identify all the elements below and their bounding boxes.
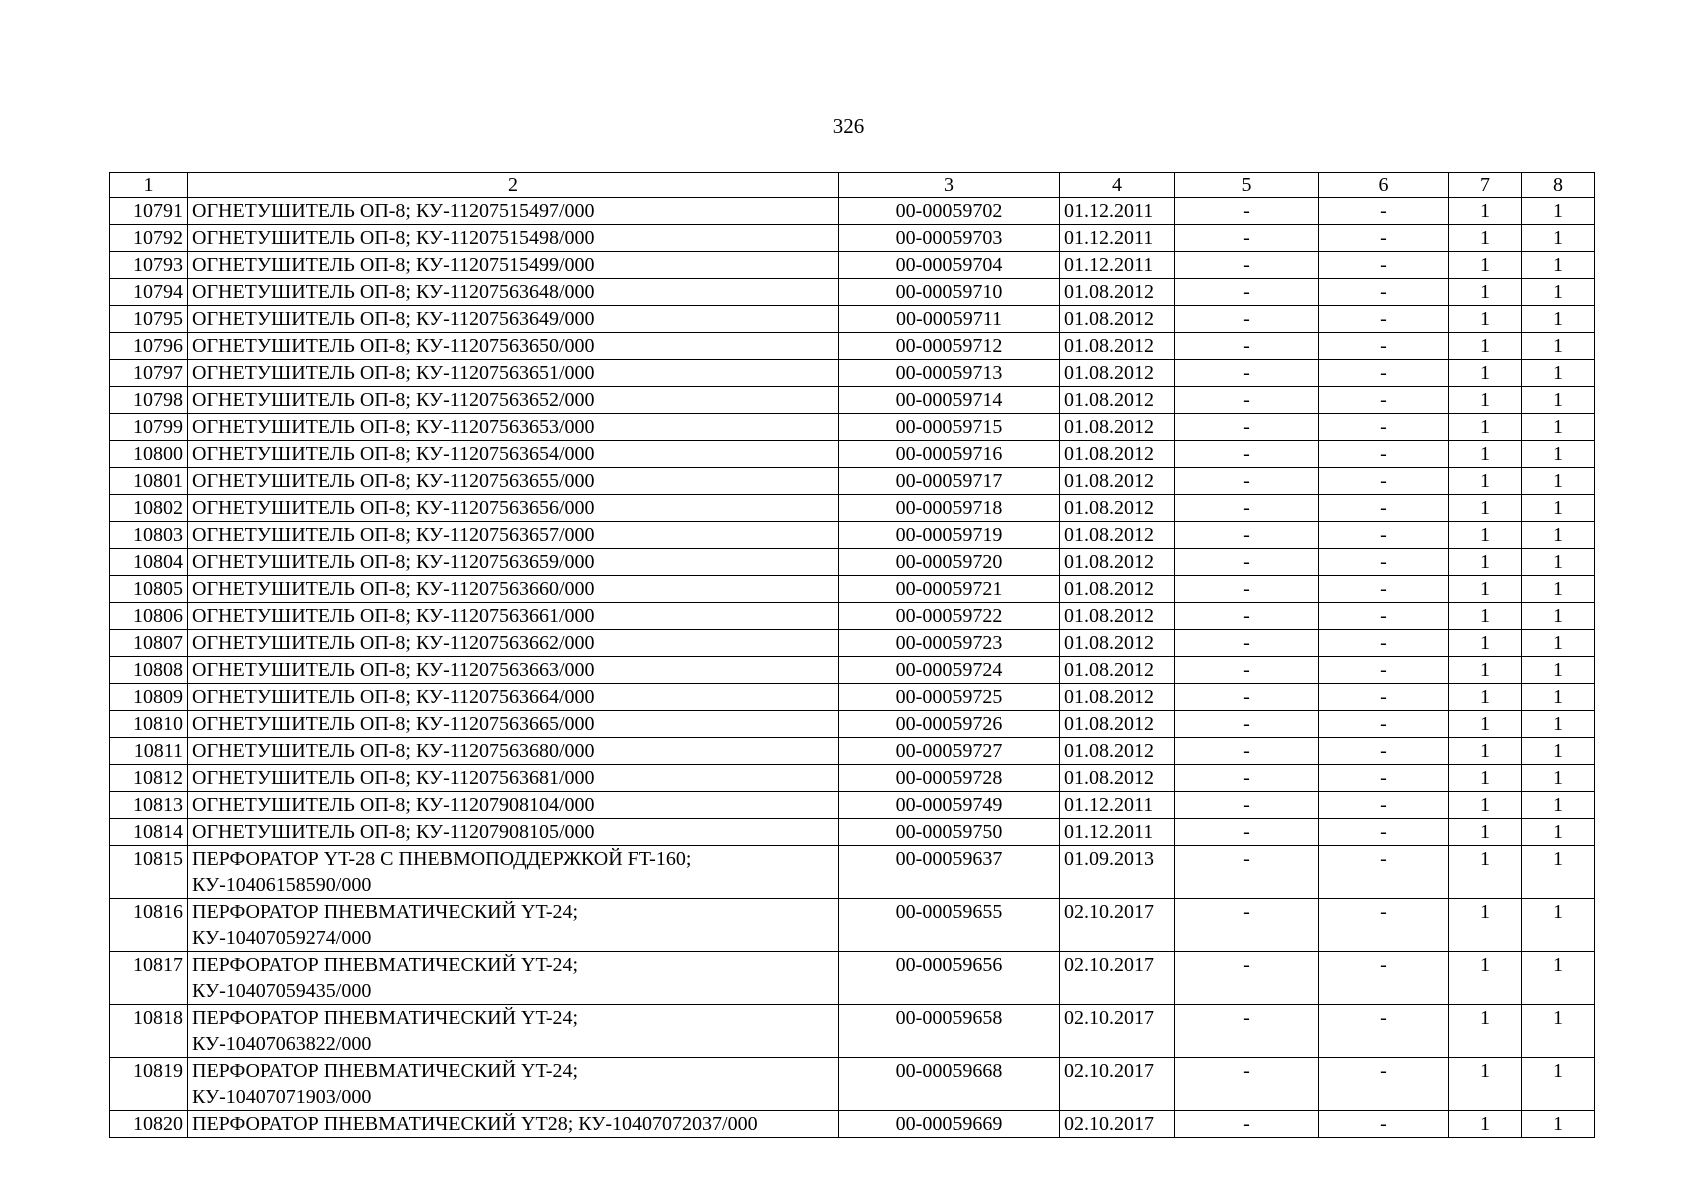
table-row <box>110 252 1595 279</box>
column-5-value: - <box>1175 198 1319 225</box>
row-number: 10811 <box>110 738 188 765</box>
table-row <box>110 711 1595 738</box>
inventory-code: 00-00059713 <box>839 360 1060 387</box>
inventory-code: 00-00059723 <box>839 630 1060 657</box>
column-6-value: - <box>1319 630 1449 657</box>
column-5-value: - <box>1175 576 1319 603</box>
column-6-value: - <box>1319 306 1449 333</box>
column-8-value: 1 <box>1522 738 1595 765</box>
column-6-value: - <box>1319 198 1449 225</box>
inventory-code: 00-00059712 <box>839 333 1060 360</box>
row-number: 10797 <box>110 360 188 387</box>
column-8-value: 1 <box>1522 414 1595 441</box>
table-row <box>110 522 1595 549</box>
inventory-code: 00-00059658 <box>839 1005 1060 1058</box>
date-value: 01.12.2011 <box>1060 252 1175 279</box>
column-5-value: - <box>1175 279 1319 306</box>
column-6-value: - <box>1319 846 1449 899</box>
table-row <box>110 1111 1595 1138</box>
date-value: 01.08.2012 <box>1060 603 1175 630</box>
date-value: 02.10.2017 <box>1060 1005 1175 1058</box>
item-name: ОГНЕТУШИТЕЛЬ ОП-8; КУ-11207563663/000 <box>188 657 839 684</box>
row-number: 10809 <box>110 684 188 711</box>
item-name <box>188 846 839 899</box>
inventory-code: 00-00059702 <box>839 198 1060 225</box>
column-7-value: 1 <box>1449 952 1522 1005</box>
column-header: 7 <box>1449 173 1522 198</box>
date-value: 01.08.2012 <box>1060 360 1175 387</box>
column-8-value: 1 <box>1522 576 1595 603</box>
item-name: ОГНЕТУШИТЕЛЬ ОП-8; КУ-11207515499/000 <box>188 252 839 279</box>
item-name: ОГНЕТУШИТЕЛЬ ОП-8; КУ-11207563681/000 <box>188 765 839 792</box>
column-6-value: - <box>1319 952 1449 1005</box>
column-6-value: - <box>1319 576 1449 603</box>
table-row <box>110 414 1595 441</box>
item-name-line: ПЕРФОРАТОР ПНЕВМАТИЧЕСКИЙ YT-24; <box>192 954 579 976</box>
column-5-value: - <box>1175 630 1319 657</box>
column-8-value: 1 <box>1522 711 1595 738</box>
inventory-code: 00-00059656 <box>839 952 1060 1005</box>
date-value: 02.10.2017 <box>1060 899 1175 952</box>
column-5-value: - <box>1175 952 1319 1005</box>
table-row <box>110 684 1595 711</box>
item-name: ОГНЕТУШИТЕЛЬ ОП-8; КУ-11207563664/000 <box>188 684 839 711</box>
column-8-value: 1 <box>1522 657 1595 684</box>
date-value: 01.08.2012 <box>1060 495 1175 522</box>
item-name: ОГНЕТУШИТЕЛЬ ОП-8; КУ-11207563665/000 <box>188 711 839 738</box>
column-7-value: 1 <box>1449 899 1522 952</box>
table-body <box>110 198 1595 1138</box>
row-number: 10800 <box>110 441 188 468</box>
inventory-code: 00-00059655 <box>839 899 1060 952</box>
column-7-value: 1 <box>1449 603 1522 630</box>
row-number: 10807 <box>110 630 188 657</box>
column-7-value: 1 <box>1449 738 1522 765</box>
row-number: 10795 <box>110 306 188 333</box>
row-number: 10793 <box>110 252 188 279</box>
date-value: 01.08.2012 <box>1060 522 1175 549</box>
item-name-line: КУ-10406158590/000 <box>192 874 372 896</box>
row-number: 10812 <box>110 765 188 792</box>
column-header: 4 <box>1060 173 1175 198</box>
item-name <box>188 1005 839 1058</box>
column-6-value: - <box>1319 414 1449 441</box>
row-number: 10796 <box>110 333 188 360</box>
column-5-value: - <box>1175 252 1319 279</box>
inventory-code: 00-00059724 <box>839 657 1060 684</box>
table-row <box>110 306 1595 333</box>
date-value: 01.08.2012 <box>1060 765 1175 792</box>
table-row <box>110 441 1595 468</box>
date-value: 01.08.2012 <box>1060 630 1175 657</box>
table-row <box>110 657 1595 684</box>
column-7-value: 1 <box>1449 846 1522 899</box>
inventory-code: 00-00059718 <box>839 495 1060 522</box>
column-6-value: - <box>1319 252 1449 279</box>
column-6-value: - <box>1319 792 1449 819</box>
column-5-value: - <box>1175 441 1319 468</box>
date-value: 01.12.2011 <box>1060 792 1175 819</box>
date-value: 01.09.2013 <box>1060 846 1175 899</box>
column-5-value: - <box>1175 1111 1319 1138</box>
inventory-code: 00-00059715 <box>839 414 1060 441</box>
inventory-code: 00-00059721 <box>839 576 1060 603</box>
date-value: 01.08.2012 <box>1060 414 1175 441</box>
column-header: 6 <box>1319 173 1449 198</box>
row-number: 10794 <box>110 279 188 306</box>
item-name: ОГНЕТУШИТЕЛЬ ОП-8; КУ-11207563662/000 <box>188 630 839 657</box>
table-row <box>110 899 1595 952</box>
column-header: 3 <box>839 173 1060 198</box>
row-number: 10806 <box>110 603 188 630</box>
column-8-value: 1 <box>1522 603 1595 630</box>
row-number: 10819 <box>110 1058 188 1111</box>
item-name-line: КУ-10407071903/000 <box>192 1086 372 1108</box>
column-8-value: 1 <box>1522 333 1595 360</box>
column-5-value: - <box>1175 549 1319 576</box>
header-row <box>110 173 1595 198</box>
inventory-code: 00-00059711 <box>839 306 1060 333</box>
column-7-value: 1 <box>1449 684 1522 711</box>
date-value: 01.08.2012 <box>1060 711 1175 738</box>
row-number: 10817 <box>110 952 188 1005</box>
item-name: ОГНЕТУШИТЕЛЬ ОП-8; КУ-11207563651/000 <box>188 360 839 387</box>
column-6-value: - <box>1319 1005 1449 1058</box>
column-5-value: - <box>1175 468 1319 495</box>
table-row <box>110 549 1595 576</box>
column-8-value: 1 <box>1522 765 1595 792</box>
column-6-value: - <box>1319 657 1449 684</box>
date-value: 01.12.2011 <box>1060 198 1175 225</box>
column-header: 5 <box>1175 173 1319 198</box>
inventory-code: 00-00059719 <box>839 522 1060 549</box>
column-7-value: 1 <box>1449 441 1522 468</box>
date-value: 01.08.2012 <box>1060 684 1175 711</box>
column-6-value: - <box>1319 333 1449 360</box>
item-name-line: ПЕРФОРАТОР ПНЕВМАТИЧЕСКИЙ YT-24; <box>192 901 579 923</box>
column-8-value: 1 <box>1522 495 1595 522</box>
column-6-value: - <box>1319 684 1449 711</box>
inventory-code: 00-00059637 <box>839 846 1060 899</box>
table-row <box>110 765 1595 792</box>
column-5-value: - <box>1175 225 1319 252</box>
table-row <box>110 576 1595 603</box>
inventory-code: 00-00059703 <box>839 225 1060 252</box>
column-6-value: - <box>1319 1058 1449 1111</box>
column-5-value: - <box>1175 792 1319 819</box>
column-7-value: 1 <box>1449 306 1522 333</box>
row-number: 10805 <box>110 576 188 603</box>
column-8-value: 1 <box>1522 522 1595 549</box>
column-6-value: - <box>1319 1111 1449 1138</box>
column-6-value: - <box>1319 549 1449 576</box>
row-number: 10810 <box>110 711 188 738</box>
item-name: ОГНЕТУШИТЕЛЬ ОП-8; КУ-11207563656/000 <box>188 495 839 522</box>
item-name: ОГНЕТУШИТЕЛЬ ОП-8; КУ-11207563649/000 <box>188 306 839 333</box>
date-value: 01.08.2012 <box>1060 279 1175 306</box>
row-number: 10803 <box>110 522 188 549</box>
column-5-value: - <box>1175 1005 1319 1058</box>
column-5-value: - <box>1175 657 1319 684</box>
inventory-code: 00-00059727 <box>839 738 1060 765</box>
date-value: 01.12.2011 <box>1060 225 1175 252</box>
date-value: 02.10.2017 <box>1060 1058 1175 1111</box>
date-value: 01.08.2012 <box>1060 387 1175 414</box>
column-7-value: 1 <box>1449 198 1522 225</box>
column-7-value: 1 <box>1449 1058 1522 1111</box>
column-6-value: - <box>1319 495 1449 522</box>
column-5-value: - <box>1175 414 1319 441</box>
page-number: 326 <box>832 114 865 138</box>
item-name: ОГНЕТУШИТЕЛЬ ОП-8; КУ-11207563652/000 <box>188 387 839 414</box>
date-value: 01.08.2012 <box>1060 576 1175 603</box>
inventory-code: 00-00059704 <box>839 252 1060 279</box>
column-6-value: - <box>1319 279 1449 306</box>
table-row <box>110 738 1595 765</box>
column-8-value: 1 <box>1522 952 1595 1005</box>
column-6-value: - <box>1319 899 1449 952</box>
column-6-value: - <box>1319 468 1449 495</box>
column-5-value: - <box>1175 711 1319 738</box>
column-6-value: - <box>1319 738 1449 765</box>
row-number: 10799 <box>110 414 188 441</box>
row-number: 10801 <box>110 468 188 495</box>
inventory-code: 00-00059717 <box>839 468 1060 495</box>
item-name: ОГНЕТУШИТЕЛЬ ОП-8; КУ-11207515497/000 <box>188 198 839 225</box>
item-name: ОГНЕТУШИТЕЛЬ ОП-8; КУ-11207563653/000 <box>188 414 839 441</box>
item-name: ОГНЕТУШИТЕЛЬ ОП-8; КУ-11207515498/000 <box>188 225 839 252</box>
column-8-value: 1 <box>1522 279 1595 306</box>
row-number: 10820 <box>110 1111 188 1138</box>
item-name: ОГНЕТУШИТЕЛЬ ОП-8; КУ-11207563661/000 <box>188 603 839 630</box>
column-5-value: - <box>1175 684 1319 711</box>
column-5-value: - <box>1175 387 1319 414</box>
item-name <box>188 899 839 952</box>
table-row <box>110 279 1595 306</box>
table-row <box>110 1005 1595 1058</box>
table-row <box>110 792 1595 819</box>
item-name: ОГНЕТУШИТЕЛЬ ОП-8; КУ-11207563654/000 <box>188 441 839 468</box>
column-8-value: 1 <box>1522 387 1595 414</box>
column-7-value: 1 <box>1449 792 1522 819</box>
column-8-value: 1 <box>1522 1058 1595 1111</box>
column-6-value: - <box>1319 225 1449 252</box>
column-8-value: 1 <box>1522 846 1595 899</box>
column-8-value: 1 <box>1522 899 1595 952</box>
inventory-code: 00-00059722 <box>839 603 1060 630</box>
column-6-value: - <box>1319 711 1449 738</box>
column-5-value: - <box>1175 738 1319 765</box>
item-name: ОГНЕТУШИТЕЛЬ ОП-8; КУ-11207563659/000 <box>188 549 839 576</box>
column-7-value: 1 <box>1449 657 1522 684</box>
table-row <box>110 495 1595 522</box>
column-header: 2 <box>188 173 839 198</box>
row-number: 10802 <box>110 495 188 522</box>
column-7-value: 1 <box>1449 711 1522 738</box>
item-name-line: ПЕРФОРАТОР YT-28 С ПНЕВМОПОДДЕРЖКОЙ FT-160; <box>192 848 692 870</box>
column-7-value: 1 <box>1449 333 1522 360</box>
item-name <box>188 1058 839 1111</box>
date-value: 01.08.2012 <box>1060 306 1175 333</box>
column-7-value: 1 <box>1449 387 1522 414</box>
item-name: ОГНЕТУШИТЕЛЬ ОП-8; КУ-11207563650/000 <box>188 333 839 360</box>
column-8-value: 1 <box>1522 684 1595 711</box>
date-value: 01.08.2012 <box>1060 441 1175 468</box>
table-row <box>110 952 1595 1005</box>
column-8-value: 1 <box>1522 198 1595 225</box>
column-6-value: - <box>1319 360 1449 387</box>
column-7-value: 1 <box>1449 549 1522 576</box>
row-number: 10798 <box>110 387 188 414</box>
column-6-value: - <box>1319 819 1449 846</box>
table-row <box>110 333 1595 360</box>
date-value: 01.08.2012 <box>1060 549 1175 576</box>
row-number: 10813 <box>110 792 188 819</box>
row-number: 10816 <box>110 899 188 952</box>
column-8-value: 1 <box>1522 468 1595 495</box>
row-number: 10818 <box>110 1005 188 1058</box>
column-8-value: 1 <box>1522 819 1595 846</box>
row-number: 10804 <box>110 549 188 576</box>
column-7-value: 1 <box>1449 765 1522 792</box>
column-7-value: 1 <box>1449 819 1522 846</box>
column-8-value: 1 <box>1522 1005 1595 1058</box>
item-name: ПЕРФОРАТОР ПНЕВМАТИЧЕСКИЙ YT28; КУ-10407072037/000 <box>188 1111 839 1138</box>
item-name: ОГНЕТУШИТЕЛЬ ОП-8; КУ-11207563660/000 <box>188 576 839 603</box>
asset-table <box>109 172 1595 1138</box>
row-number: 10814 <box>110 819 188 846</box>
column-6-value: - <box>1319 603 1449 630</box>
column-8-value: 1 <box>1522 549 1595 576</box>
inventory-code: 00-00059716 <box>839 441 1060 468</box>
row-number: 10808 <box>110 657 188 684</box>
table-row <box>110 387 1595 414</box>
date-value: 01.08.2012 <box>1060 468 1175 495</box>
column-8-value: 1 <box>1522 630 1595 657</box>
inventory-code: 00-00059728 <box>839 765 1060 792</box>
item-name: ОГНЕТУШИТЕЛЬ ОП-8; КУ-11207908104/000 <box>188 792 839 819</box>
item-name-line: ПЕРФОРАТОР ПНЕВМАТИЧЕСКИЙ YT-24; <box>192 1007 579 1029</box>
date-value: 01.08.2012 <box>1060 738 1175 765</box>
table-row <box>110 846 1595 899</box>
column-7-value: 1 <box>1449 522 1522 549</box>
inventory-code: 00-00059725 <box>839 684 1060 711</box>
column-5-value: - <box>1175 819 1319 846</box>
inventory-code: 00-00059669 <box>839 1111 1060 1138</box>
column-7-value: 1 <box>1449 576 1522 603</box>
column-7-value: 1 <box>1449 1111 1522 1138</box>
row-number: 10791 <box>110 198 188 225</box>
column-6-value: - <box>1319 441 1449 468</box>
column-8-value: 1 <box>1522 441 1595 468</box>
date-value: 01.12.2011 <box>1060 819 1175 846</box>
column-7-value: 1 <box>1449 360 1522 387</box>
table-row <box>110 198 1595 225</box>
row-number: 10792 <box>110 225 188 252</box>
column-8-value: 1 <box>1522 792 1595 819</box>
date-value: 02.10.2017 <box>1060 1111 1175 1138</box>
date-value: 01.08.2012 <box>1060 657 1175 684</box>
table-row <box>110 360 1595 387</box>
column-5-value: - <box>1175 522 1319 549</box>
item-name: ОГНЕТУШИТЕЛЬ ОП-8; КУ-11207563680/000 <box>188 738 839 765</box>
item-name: ОГНЕТУШИТЕЛЬ ОП-8; КУ-11207908105/000 <box>188 819 839 846</box>
item-name-line: ПЕРФОРАТОР ПНЕВМАТИЧЕСКИЙ YT-24; <box>192 1060 579 1082</box>
date-value: 02.10.2017 <box>1060 952 1175 1005</box>
table-row <box>110 225 1595 252</box>
item-name-line: КУ-10407063822/000 <box>192 1033 372 1055</box>
column-6-value: - <box>1319 387 1449 414</box>
table-row <box>110 630 1595 657</box>
column-7-value: 1 <box>1449 252 1522 279</box>
column-6-value: - <box>1319 765 1449 792</box>
column-8-value: 1 <box>1522 1111 1595 1138</box>
item-name: ОГНЕТУШИТЕЛЬ ОП-8; КУ-11207563655/000 <box>188 468 839 495</box>
item-name: ОГНЕТУШИТЕЛЬ ОП-8; КУ-11207563648/000 <box>188 279 839 306</box>
inventory-code: 00-00059668 <box>839 1058 1060 1111</box>
column-5-value: - <box>1175 899 1319 952</box>
column-8-value: 1 <box>1522 252 1595 279</box>
column-5-value: - <box>1175 495 1319 522</box>
column-7-value: 1 <box>1449 225 1522 252</box>
column-7-value: 1 <box>1449 414 1522 441</box>
column-5-value: - <box>1175 846 1319 899</box>
column-5-value: - <box>1175 306 1319 333</box>
column-7-value: 1 <box>1449 630 1522 657</box>
column-7-value: 1 <box>1449 468 1522 495</box>
column-8-value: 1 <box>1522 360 1595 387</box>
column-5-value: - <box>1175 765 1319 792</box>
item-name: ОГНЕТУШИТЕЛЬ ОП-8; КУ-11207563657/000 <box>188 522 839 549</box>
column-8-value: 1 <box>1522 225 1595 252</box>
inventory-code: 00-00059750 <box>839 819 1060 846</box>
column-7-value: 1 <box>1449 279 1522 306</box>
column-8-value: 1 <box>1522 306 1595 333</box>
date-value: 01.08.2012 <box>1060 333 1175 360</box>
inventory-code: 00-00059726 <box>839 711 1060 738</box>
item-name-line: КУ-10407059274/000 <box>192 927 372 949</box>
column-header: 8 <box>1522 173 1595 198</box>
column-5-value: - <box>1175 360 1319 387</box>
column-5-value: - <box>1175 333 1319 360</box>
table-row <box>110 1058 1595 1111</box>
row-number: 10815 <box>110 846 188 899</box>
inventory-code: 00-00059710 <box>839 279 1060 306</box>
column-header: 1 <box>110 173 188 198</box>
item-name <box>188 952 839 1005</box>
column-7-value: 1 <box>1449 495 1522 522</box>
column-5-value: - <box>1175 1058 1319 1111</box>
table-row <box>110 468 1595 495</box>
inventory-code: 00-00059749 <box>839 792 1060 819</box>
inventory-code: 00-00059714 <box>839 387 1060 414</box>
table-row <box>110 819 1595 846</box>
column-7-value: 1 <box>1449 1005 1522 1058</box>
item-name-line: КУ-10407059435/000 <box>192 980 372 1002</box>
column-5-value: - <box>1175 603 1319 630</box>
inventory-code: 00-00059720 <box>839 549 1060 576</box>
column-6-value: - <box>1319 522 1449 549</box>
table-row <box>110 603 1595 630</box>
